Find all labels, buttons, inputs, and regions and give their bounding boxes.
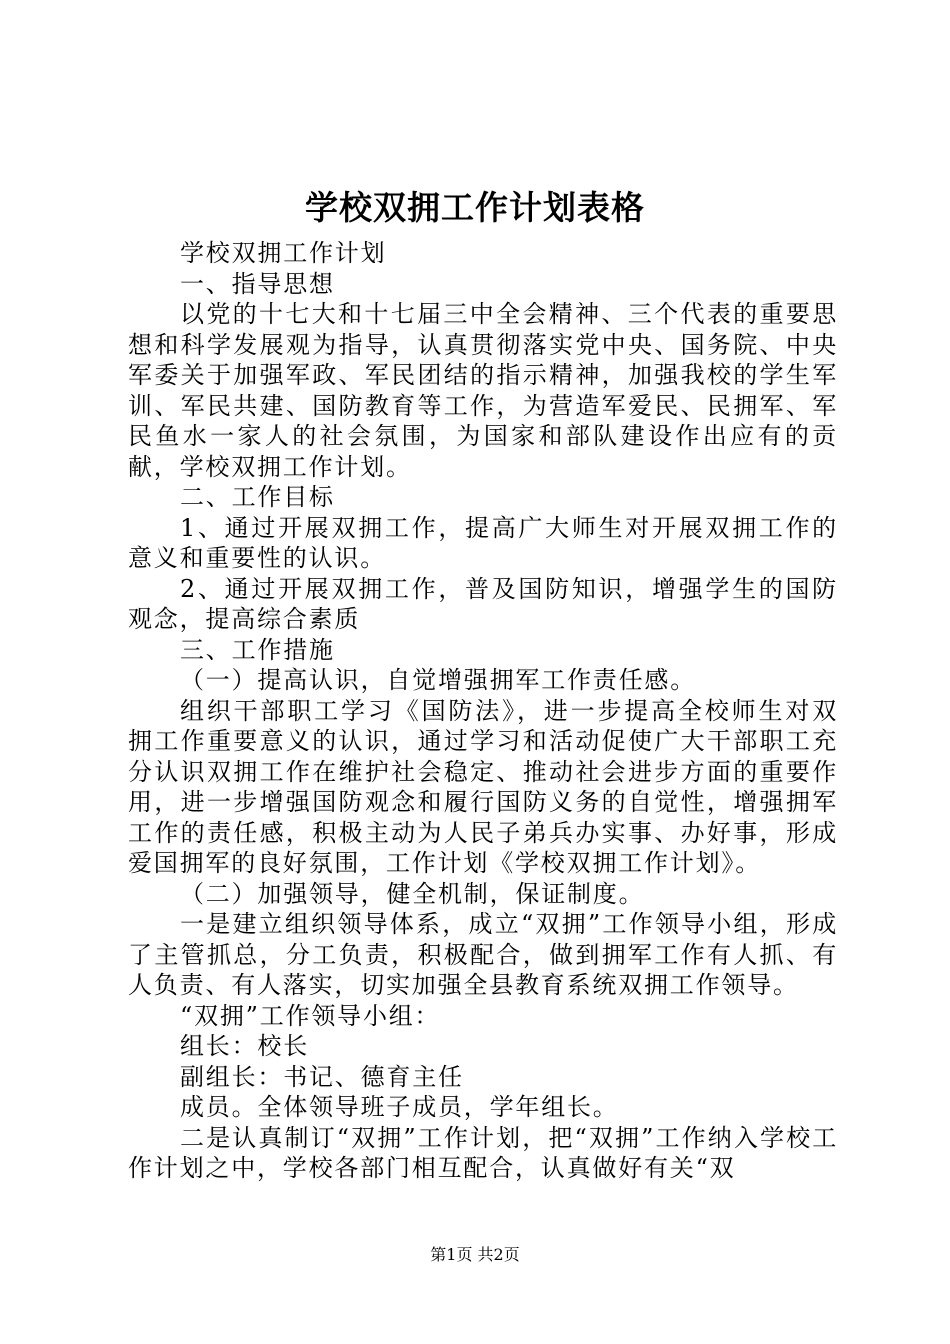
subsection-heading: （二）加强领导，健全机制，保证制度。 bbox=[180, 879, 645, 908]
paragraph: 组长：校长 bbox=[180, 1032, 309, 1060]
paragraph-heading: 学校双拥工作计划 bbox=[180, 239, 387, 267]
document-body bbox=[128, 238, 838, 1184]
paragraph: 成员。全体领导班子成员，学年组长。 bbox=[180, 1093, 619, 1121]
paragraph: 一是建立组织领导体系，成立“双拥”工作领导小组，形成了主管抓总，分工负责，积极配合，做到拥军工作有人抓、有人负责、有人落实，切实加强全县教育系统双拥工作领导。 bbox=[128, 910, 838, 999]
paragraph: 以党的十七大和十七届三中全会精神、三个代表的重要思想和科学发展观为指导，认真贯彻落实党中央、国务院、中央军委关于加强军政、军民团结的指示精神，加强我校的学生军训、军民共建、国防教育等工作，为营造军爱民、民拥军、军民鱼水一家人的社会氛围，为国家和部队建设作出应有的贡献，学校双拥工作计划。 bbox=[128, 300, 838, 481]
paragraph: 二是认真制订“双拥”工作计划，把“双拥”工作纳入学校工作计划之中，学校各部门相互配合，认真做好有关“双 bbox=[128, 1123, 838, 1182]
paragraph: 1、通过开展双拥工作，提高广大师生对开展双拥工作的意义和重要性的认识。 bbox=[128, 513, 838, 572]
document-title: 学校双拥工作计划表格 bbox=[305, 188, 645, 227]
section-heading-guiding-ideology: 一、指导思想 bbox=[180, 269, 335, 298]
subsection-heading: （一）提高认识，自觉增强拥军工作责任感。 bbox=[180, 666, 696, 694]
paragraph: 2、通过开展双拥工作，普及国防知识，增强学生的国防观念，提高综合素质 bbox=[128, 574, 838, 633]
page-number: 第1页 共2页 bbox=[430, 1245, 520, 1264]
section-heading-work-measures: 三、工作措施 bbox=[180, 635, 335, 664]
paragraph: 组织干部职工学习《国防法》，进一步提高全校师生对双拥工作重要意义的认识，通过学习和活动促使广大干部职工充分认识双拥工作在维护社会稳定、推动社会进步方面的重要作用，进一步增强国防观念和履行国防义务的自觉性，增强拥军工作的责任感，积极主动为人民子弟兵办实事、办好事，形成爱国拥军的良好氛围，工作计划《学校双拥工作计划》。 bbox=[128, 696, 838, 877]
paragraph: “双拥”工作领导小组： bbox=[180, 1001, 441, 1030]
paragraph: 副组长：书记、德育主任 bbox=[180, 1062, 464, 1091]
section-heading-work-goals: 二、工作目标 bbox=[180, 483, 335, 511]
